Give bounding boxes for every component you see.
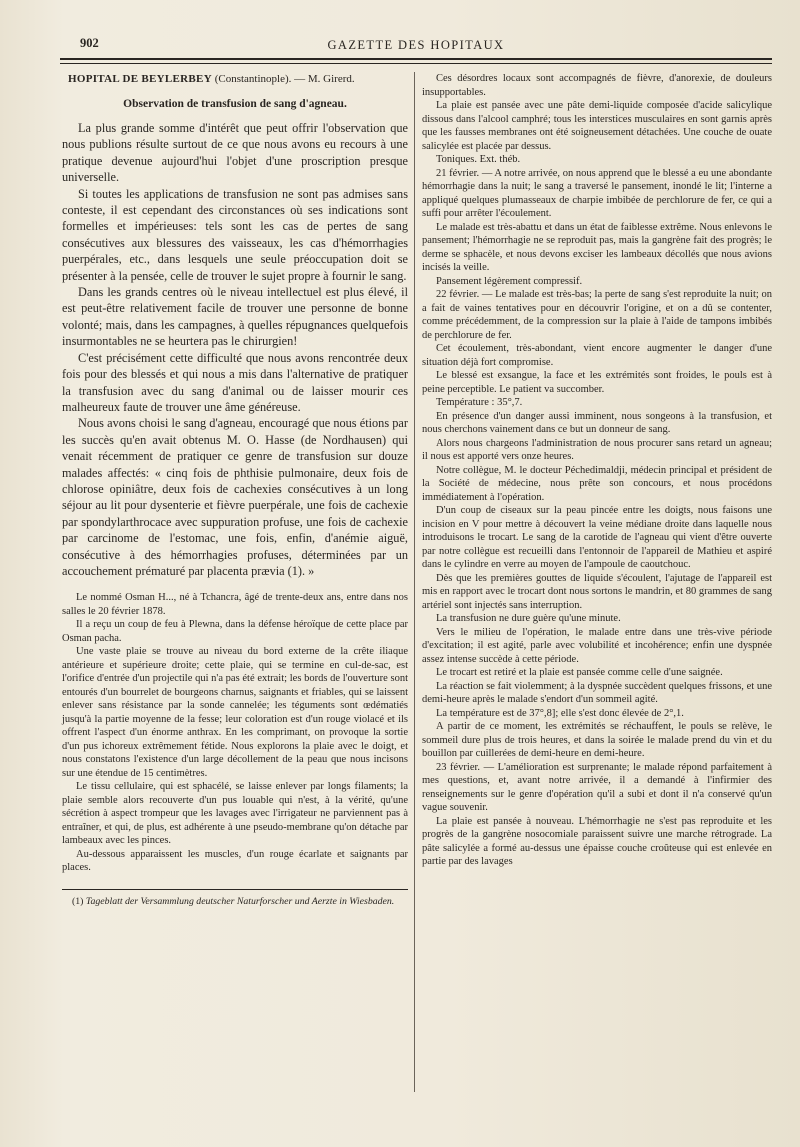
page-number: 902 (80, 36, 99, 50)
body-paragraph: Le malade est très-abattu et dans un état de faiblesse extrême. Nous enlevons le pansement; l'hémorrhagie ne se reproduit pas, mais la gangrène fait des progrès; le derme se sphacèle, et nous devons exciser les lambeaux décollés que nous avions incisés la veille. (422, 221, 772, 273)
footnote-marker: (1) (72, 895, 84, 907)
body-paragraph: Pansement légèrement compressif. (436, 275, 583, 287)
case-paragraph: Au-dessous apparaissent les muscles, d'un rouge écarlate et saignants par places. (62, 848, 408, 874)
case-paragraph: Il a reçu un coup de feu à Plewna, dans la défense héroïque de cette place par Osman pacha. (62, 619, 408, 644)
case-paragraph: Le nommé Osman H..., né à Tchancra, âgé de trente-deux ans, entre dans nos salles le 20 février 1878. (62, 592, 408, 617)
body-paragraph: Dès que les premières gouttes de liquide s'écoulent, l'ajutage de l'appareil est mis en rapport avec le trocart dont nous sortons le mandrin, et 80 grammes de sang artériel sont injectés sans interruption. (422, 572, 772, 611)
hospital-place: (Constantinople). — M. Girerd. (214, 73, 355, 85)
case-paragraph: Une vaste plaie se trouve au niveau du bord externe de la crête iliaque antérieure et supérieure droite; cette plaie, qui se termine en cul-de-sac, est l'orifice d'entrée d'un projectile qui n'a pas été extrait; les bords de l'ouverture sont entourés d'un bourrelet de bourgeons charnus, saignants et friables, qui se laissent enlever sans résistance par la sonde cannelée; les téguments sont œdématiés jusqu'à la partie moyenne de la fesse; leur coloration est d'un rouge violacé et ils offrent l'aspect d'un énorme anthrax. En les comprimant, on provoque la sortie d'un pus ichoreux extrêmement fétide. Nous explorons la plaie avec le doigt, et nous constatons l'existence d'un large décollement de la peau que nous incisons sur une étendue de 15 centimètres. (62, 646, 408, 779)
body-paragraph: 21 février. — A notre arrivée, on nous apprend que le blessé a eu une abondante hémorrhagie dans la nuit; le sang a traversé le pansement, inondé le lit; l'interne a appliqué quelques plumasseaux de charpie imbibée de perchlorure de fer, ce qui a suffi pour arrêter l'écoulement. (422, 167, 772, 219)
body-paragraph: La plaie est pansée à nouveau. L'hémorrhagie ne s'est pas reproduite et les progrès de la gangrène nosocomiale paraissent suivre une marche rétrograde. La pâte salicylée a formé au-dessus une épaisse couche croûteuse qui est enlevée en partie par des lavages (422, 815, 772, 867)
body-paragraph: A partir de ce moment, les extrémités se réchauffent, le pouls se relève, le sommeil dure plus de trois heures, et dans la soirée le malade prend du vin et du bouillon par cuillerées de demi-heure en demi-heure. (422, 721, 772, 759)
intro-paragraph: Si toutes les applications de transfusion ne sont pas admises sans conteste, il est cependant des circonstances où ses indications sont formelles et impérieuses: tels sont les cas de pertes de sang consécutives aux blessures des vaisseaux, les cas d'hémorrhagies puerpérales, etc., dans lesquels une seule préoccupation doit se présenter à la pensée, celle de trouver le sujet propre à fournir le sang. (62, 186, 408, 283)
intro-paragraph: Dans les grands centres où le niveau intellectuel est plus élevé, il est peut-être relativement facile de trouver une personne de bonne volonté; mais, dans les campagnes, à quelles répugnances quelquefois insurmontables ne se heurtera pas le chirurgien! (62, 285, 408, 349)
body-paragraph: Le trocart est retiré et la plaie est pansée comme celle d'une saignée. (436, 667, 723, 678)
case-paragraph: Le tissu cellulaire, qui est sphacélé, se laisse enlever par longs filaments; la plaie semble alors recouverte d'un pus louable qui n'est, à la vérité, qu'une sécrétion à aspect trompeur que les lavages avec l'irrigateur ne parviennent pas à entraîner, et qui, de plus, est adhérente à une pseudo-membrane qu'on détache par lambeaux avec les pinces. (62, 781, 408, 847)
intro-paragraph: C'est précisément cette difficulté que nous avons rencontrée deux fois pour des blessés et qui nous a mis dans l'alternative de pratiquer la transfusion avec du sang d'animal ou de laisser mourir ces malheureux faute de trouver une âme généreuse. (62, 350, 408, 414)
footnote-rule (62, 889, 408, 890)
body-paragraph: 23 février. — L'amélioration est surprenante; le malade répond parfaitement à mes questions, et, avant notre arrivée, il a demandé à l'infirmier des renseignements sur le genre d'opération qu'il a subi et dont il n'a conservé qu'un vague souvenir. (422, 761, 772, 813)
observation-title: Observation de transfusion de sang d'agneau. (123, 98, 347, 110)
body-paragraph: Vers le milieu de l'opération, le malade entre dans une très-vive période d'excitation; il est agité, parle avec volubilité et incohérence; enfin une dyspnée assez intense succède à cette période. (422, 626, 772, 665)
section-gap (62, 579, 408, 591)
intro-paragraph: Nous avons choisi le sang d'agneau, encouragé que nous étions par les succès qu'en avait obtenus M. O. Hasse (de Nordhausen) qui venait récemment de pratiquer ce genre de transfusion sur douze malades affectés: « cinq fois de phthisie pulmonaire, deux fois de chlorose opiniâtre, deux fois de cachexies consécutives à un long séjour au lit pour dysenterie et fièvre puerpérale, une fois de cachexie par spondylarthrocace avec suppuration profuse, une fois de cachexie par carcinome de l'estomac, une fois, enfin, d'anémie aiguë, consécutive à des hémorrhagies profuses, déterminées par un accouchement prématuré par placenta prævia (1). » (62, 416, 408, 578)
header-rule-thin (60, 63, 772, 64)
body-paragraph: La transfusion ne dure guère qu'une minute. (436, 613, 621, 624)
body-paragraph: Notre collègue, M. le docteur Péchedimaldji, médecin principal et président de la Société de médecine, nous prête son concours, et nous procédons immédiatement à l'opération. (422, 464, 772, 503)
journal-title: GAZETTE DES HOPITAUX (327, 38, 505, 52)
column-divider (414, 72, 415, 1092)
body-paragraph: Ces désordres locaux sont accompagnés de fièvre, d'anorexie, de douleurs insupportables. (422, 73, 772, 98)
left-column (62, 72, 408, 908)
body-paragraph: Alors nous chargeons l'administration de nous procurer sans retard un agneau; il nous est apporté vers onze heures. (422, 437, 772, 462)
body-paragraph: 22 février. — Le malade est très-bas; la perte de sang s'est reproduite la nuit; on a fait de vaines tentatives pour en découvrir l'origine, et on a dû se contenter, comme précédemment, de la compression sur la plaie à l'aide de tampons imbibés de perchlorure de fer. (422, 289, 772, 341)
body-paragraph: Toniques. Ext. théb. (436, 154, 521, 165)
body-paragraph: Le blessé est exsangue, la face et les extrémités sont froides, le pouls est à peine perceptible. Le patient va succomber. (422, 370, 772, 395)
right-column (422, 72, 772, 869)
body-paragraph: La réaction se fait violemment; à la dyspnée succèdent quelques frissons, et une demi-heure après le malade s'endort d'un sommeil agité. (422, 680, 772, 705)
footnote-text: Tageblatt der Versammlung deutscher Naturforscher und Aerzte in Wiesbaden. (85, 895, 395, 907)
body-paragraph: Cet écoulement, très-abondant, vient encore augmenter le danger d'une situation déjà fort compromise. (422, 343, 772, 368)
page-header (60, 32, 772, 66)
body-paragraph: La plaie est pansée avec une pâte demi-liquide composée d'acide salicylique dissous dans l'alcool camphré; tous les interstices musculaires en sont garnis après que les fausses membranes ont été soigneusement détachées. Une couche de ouate salicylée est placée par dessus. (422, 100, 772, 152)
body-paragraph: D'un coup de ciseaux sur la peau pincée entre les doigts, nous faisons une incision en V pour mettre à découvert la veine médiane droite dans laquelle nous introduisons le trocart. Le sang de la carotide de l'agneau qui vient d'être ouverte par notre collègue est recueilli dans l'entonnoir de l'appareil de Mathieu et aspiré dans le cylindre en verre au moyen de l'ampoule de caoutchouc. (422, 505, 772, 570)
hospital-name: HOPITAL DE BEYLERBEY (68, 73, 212, 85)
body-paragraph: La température est de 37°,8]; elle s'est donc élevée de 2°,1. (436, 707, 684, 719)
footnote (62, 896, 408, 909)
body-paragraph: Température : 35°,7. (436, 397, 523, 408)
header-rule-thick (60, 58, 772, 60)
intro-paragraph: La plus grande somme d'intérêt que peut offrir l'observation que nous publions résulte surtout de ce que nous avons eu recours à une pratique devenue aujourd'hui l'objet d'une proscription presque universelle. (62, 121, 408, 185)
body-paragraph: En présence d'un danger aussi imminent, nous songeons à la transfusion, et nous cherchons vainement dans ce but un donneur de sang. (422, 410, 772, 435)
hospital-heading (62, 72, 408, 86)
